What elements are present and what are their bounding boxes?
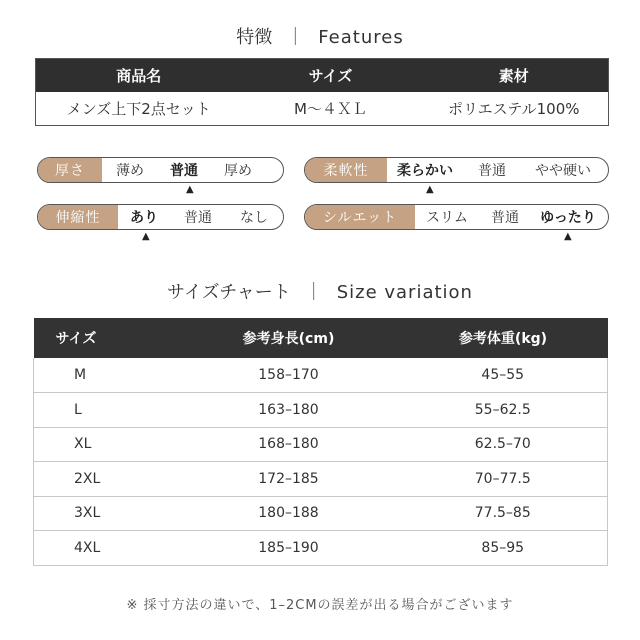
table-row [34,358,608,393]
attribute-stretch-option-normal: 普通 [184,210,212,226]
size-chart-heading-separator: ｜ [304,282,323,303]
weight-cell: 70–77.5 [399,462,608,497]
weight-cell: 55–62.5 [399,393,608,428]
attribute-stretch-label: 伸縮性 [38,205,118,229]
size-cell: M [34,358,179,393]
features-heading-separator: ｜ [286,27,305,48]
features-header-product-name: 商品名 [36,59,242,92]
height-cell: 185–190 [179,531,399,566]
table-row [34,462,608,497]
size-chart-header-weight: 参考体重(kg) [399,318,608,358]
weight-cell: 62.5–70 [399,427,608,462]
attribute-stretch [37,204,284,230]
size-chart-heading [0,278,640,304]
size-chart-header-size: サイズ [34,318,179,358]
weight-cell: 77.5–85 [399,496,608,531]
size-chart-heading-en: Size variation [336,282,473,303]
table-row [34,393,608,428]
features-cell-size: M～４ＸＬ [294,99,367,118]
height-cell: 163–180 [179,393,399,428]
attribute-silhouette-option-loose: ゆったり [540,210,596,226]
attribute-softness [304,157,609,183]
attribute-stretch-option-yes: あり [130,210,158,226]
attribute-softness-option-soft: 柔らかい [397,163,453,179]
features-table [35,58,609,126]
attribute-silhouette-option-normal: 普通 [491,210,519,226]
features-table-row [36,92,609,126]
features-cell-product-name: メンズ上下2点セット [66,99,211,118]
size-chart-header-row [34,318,608,358]
attribute-softness-option-firm: やや硬い [535,163,591,179]
table-row [34,531,608,566]
attribute-silhouette-option-slim: スリム [426,210,468,226]
attribute-stretch-option-no: なし [240,210,268,226]
attribute-thickness-indicator-icon: ▲ [186,184,194,195]
weight-cell: 85–95 [399,531,608,566]
size-cell: L [34,393,179,428]
size-chart-table [33,318,608,566]
height-cell: 172–185 [179,462,399,497]
size-cell: 2XL [34,462,179,497]
attribute-thickness-option-thin: 薄め [116,163,144,179]
attribute-softness-indicator-icon: ▲ [426,184,434,195]
attribute-silhouette-indicator-icon: ▲ [564,231,572,242]
table-row [34,496,608,531]
attribute-softness-label: 柔軟性 [305,158,387,182]
height-cell: 158–170 [179,358,399,393]
attribute-thickness [37,157,284,183]
height-cell: 168–180 [179,427,399,462]
features-header-size: サイズ [242,59,420,92]
attribute-softness-option-normal: 普通 [478,163,506,179]
table-row [34,427,608,462]
size-chart-heading-jp: サイズチャート [167,282,291,303]
size-cell: XL [34,427,179,462]
features-heading-en: Features [318,27,404,48]
weight-cell: 45–55 [399,358,608,393]
attribute-thickness-option-normal: 普通 [170,163,198,179]
attribute-thickness-option-thick: 厚め [224,163,252,179]
features-header-material: 素材 [420,59,609,92]
size-cell: 4XL [34,531,179,566]
size-cell: 3XL [34,496,179,531]
attribute-stretch-indicator-icon: ▲ [142,231,150,242]
features-table-header-row [36,59,609,92]
features-heading [0,23,640,49]
measurement-note: ※ 採寸方法の違いで、1–2CMの誤差が出る場合がございます [126,598,514,613]
attribute-silhouette-label: シルエット [305,205,415,229]
attribute-thickness-label: 厚さ [38,158,102,182]
height-cell: 180–188 [179,496,399,531]
features-cell-material: ポリエステル100% [447,99,580,118]
attribute-silhouette [304,204,609,230]
features-heading-jp: 特徴 [236,27,273,48]
size-chart-header-height: 参考身長(cm) [179,318,399,358]
